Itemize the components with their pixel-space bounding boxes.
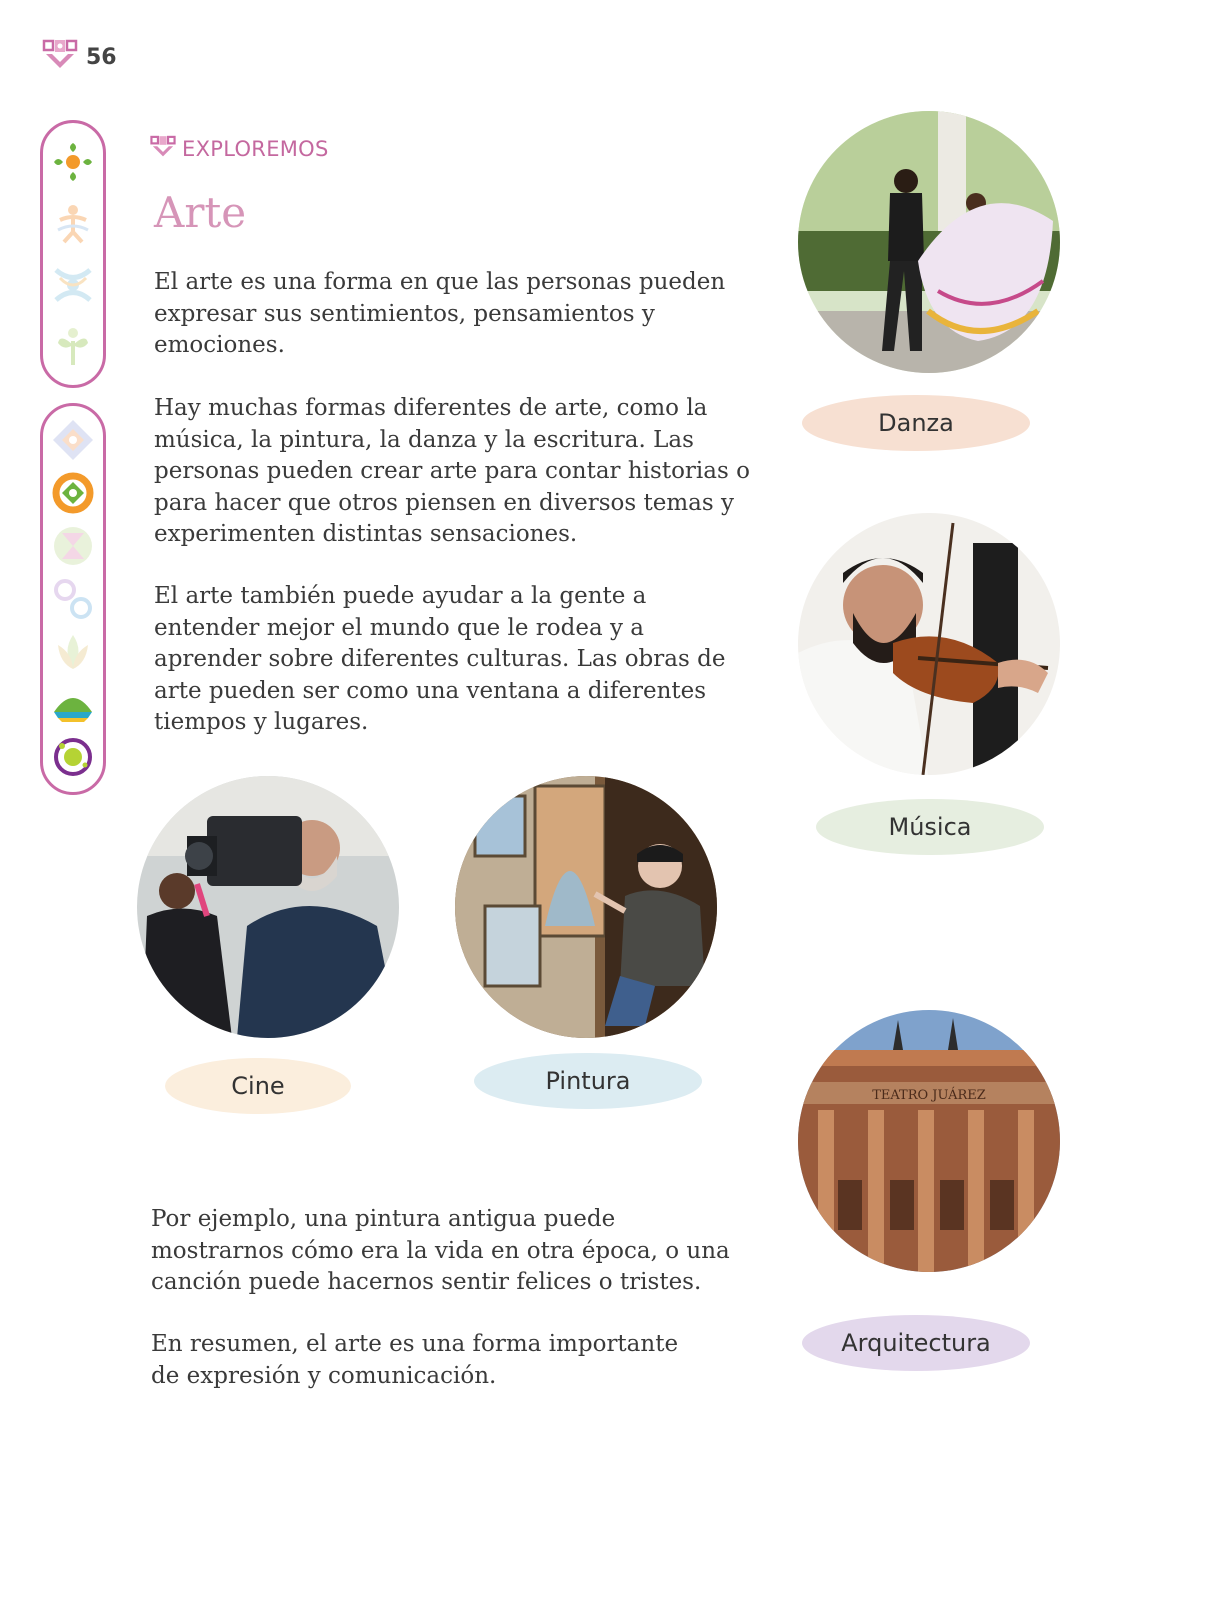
theater-sign: TEATRO JUÁREZ — [872, 1088, 986, 1103]
lotus-icon[interactable] — [50, 629, 96, 675]
plant-icon[interactable] — [50, 323, 96, 369]
flower-icon[interactable] — [50, 139, 96, 185]
paragraph-4: Por ejemplo, una pintura antigua puede mostrarnos cómo era la vida en otra época, o una canción puede hacernos sentir felices o tristes. — [151, 1206, 730, 1295]
ornament-icon — [150, 134, 176, 164]
page-number: 56 — [86, 44, 117, 70]
dancer-icon[interactable] — [50, 200, 96, 246]
sidebar-rail-top — [40, 120, 106, 388]
danza-label: Danza — [802, 395, 1030, 451]
section-label: EXPLOREMOS — [182, 137, 329, 161]
ornament-icon — [42, 38, 78, 76]
danza-photo — [798, 111, 1060, 373]
section-heading — [150, 134, 329, 164]
arquitectura-label: Arquitectura — [802, 1315, 1030, 1371]
paragraph-2: Hay muchas formas diferentes de arte, como la música, la pintura, la danza y la escritura. Las personas pueden crear arte para contar historias o para hacer que otros piensen en diversos temas y experimenten distintas sensaciones. — [154, 395, 750, 547]
ring-icon[interactable] — [50, 470, 96, 516]
pintura-label: Pintura — [474, 1053, 702, 1109]
cine-label: Cine — [165, 1058, 351, 1114]
paragraph-3: El arte también puede ayudar a la gente a entender mejor el mundo que le rodea y a aprender sobre diferentes culturas. Las obras de arte pueden ser como una ventana a diferentes tiempos y lugares. — [154, 583, 726, 735]
hill-icon[interactable] — [50, 682, 96, 728]
compass-icon[interactable] — [50, 417, 96, 463]
arquitectura-photo — [798, 1010, 1060, 1272]
cine-photo — [137, 776, 399, 1038]
people-icon[interactable] — [50, 262, 96, 308]
paragraph-1: El arte es una forma en que las personas pueden expresar sus sentimientos, pensamientos y emociones. — [154, 269, 726, 358]
pintura-photo — [455, 776, 717, 1038]
page-title: Arte — [154, 188, 247, 237]
hourglass-icon[interactable] — [50, 523, 96, 569]
page-header — [42, 38, 117, 76]
link-icon[interactable] — [50, 576, 96, 622]
sidebar-rail-bottom — [40, 403, 106, 795]
musica-label: Música — [816, 799, 1044, 855]
splash-icon[interactable] — [50, 734, 96, 780]
paragraph-5: En resumen, el arte es una forma importante de expresión y comunicación. — [151, 1331, 679, 1389]
musica-photo — [798, 513, 1060, 775]
